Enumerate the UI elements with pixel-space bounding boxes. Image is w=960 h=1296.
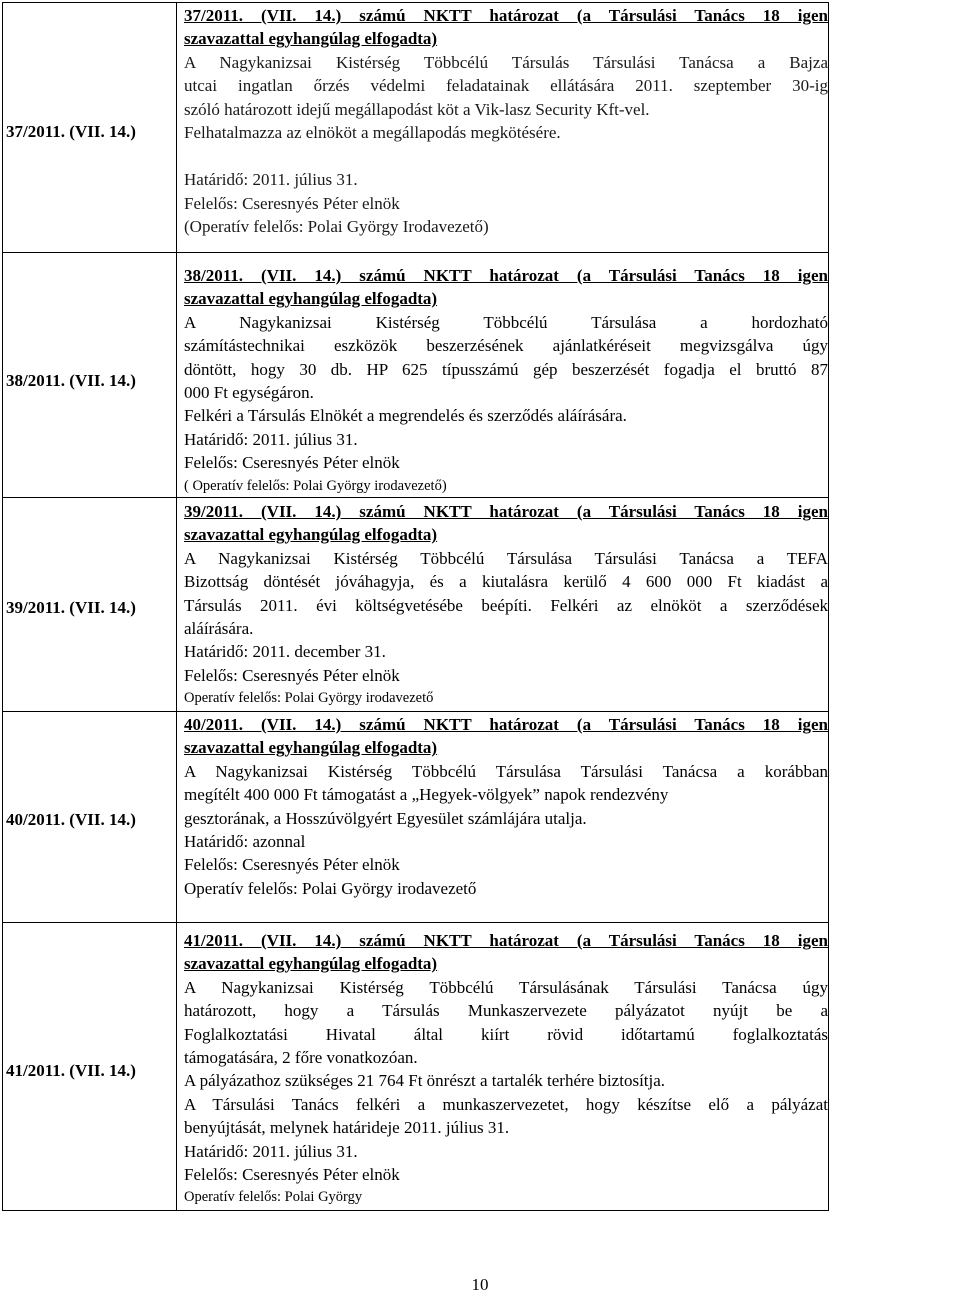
resolution-title: 41/2011. (VII. 14.) számú NKTT határozat (a Társulási Tanács 18 igen xyxy=(184,931,828,950)
resolution-text-line: Társulás 2011. évi költségvetésébe beépíti. Felkéri az elnököt a szerződések xyxy=(184,595,828,615)
deadline: Határidő: 2011. július 31. xyxy=(184,1141,358,1161)
resolution-text-line: döntött, hogy 30 db. HP 625 típusszámú gép beszerzését fogadja el bruttó 87 xyxy=(184,359,828,379)
resolution-title-cont: szavazattal egyhangúlag elfogadta) xyxy=(184,29,438,49)
operative-responsible: Operatív felelős: Polai György irodavezető xyxy=(184,878,477,898)
resolution-text-line: Felhatalmazza az elnököt a megállapodás megkötésére. xyxy=(184,123,561,143)
resolution-cell xyxy=(184,264,828,497)
resolution-text-line: benyújtását, melynek határideje 2011. július 31. xyxy=(184,1118,510,1138)
resolution-title: 37/2011. (VII. 14.) számú NKTT határozat (a Társulási Tanács 18 igen xyxy=(184,6,828,25)
resolution-title-cont: szavazattal egyhangúlag elfogadta) xyxy=(184,738,438,758)
deadline: Határidő: azonnal xyxy=(184,832,306,852)
resolution-number-label: 38/2011. (VII. 14.) xyxy=(6,371,136,390)
resolution-title: 38/2011. (VII. 14.) számú NKTT határozat (a Társulási Tanács 18 igen xyxy=(184,266,828,285)
deadline: Határidő: 2011. december 31. xyxy=(184,642,386,662)
resolution-title-cont: szavazattal egyhangúlag elfogadta) xyxy=(184,954,438,974)
resolution-text-line: Bizottság döntését jóváhagyja, és a kiutalásra kerülő 4 600 000 Ft kiadást a xyxy=(184,572,828,592)
operative-responsible: (Operatív felelős: Polai György Irodavezető) xyxy=(184,217,489,237)
column-divider xyxy=(176,2,177,1211)
resolution-text-line: 000 Ft egységáron. xyxy=(184,383,314,403)
resolution-text-line: megítélt 400 000 Ft támogatást a „Hegyek-völgyek” napok rendezvény xyxy=(184,785,669,805)
resolution-text-line: utcai ingatlan őrzés védelmi feladatainak ellátására 2011. szeptember 30-ig xyxy=(184,76,828,96)
resolution-text-line: határozott, hogy a Társulás Munkaszervezete pályázatot nyújt be a xyxy=(184,1001,828,1021)
resolution-text-line: gesztorának, a Hosszúvölgyért Egyesület számlájára utalja. xyxy=(184,808,587,828)
resolution-text-line: A Nagykanizsai Kistérség Többcélú Társulás Társulási Tanácsa a Bajza xyxy=(184,52,828,72)
resolution-cell xyxy=(184,500,828,709)
resolution-text-line: támogatására, 2 főre vonatkozóan. xyxy=(184,1048,418,1068)
resolution-number-label: 37/2011. (VII. 14.) xyxy=(6,122,136,141)
resolution-text-line: Foglalkoztatási Hivatal által kiírt rövid időtartamú foglalkoztatás xyxy=(184,1024,828,1044)
resolution-title: 40/2011. (VII. 14.) számú NKTT határozat (a Társulási Tanács 18 igen xyxy=(184,715,828,734)
table-border-right xyxy=(828,2,829,1211)
resolution-text-line: A Társulási Tanács felkéri a munkaszervezetet, hogy készítse elő a pályázat xyxy=(184,1094,828,1114)
resolution-cell xyxy=(184,713,828,900)
row-separator xyxy=(2,922,829,923)
table-border-top xyxy=(2,2,829,3)
deadline: Határidő: 2011. július 31. xyxy=(184,429,358,449)
resolution-text-line: Felkéri a Társulás Elnökét a megrendelés és szerződés aláírására. xyxy=(184,406,627,426)
resolution-text-line: számítástechnikai eszközök beszerzésének ajánlatkéréseit megvizsgálva úgy xyxy=(184,336,828,356)
row-separator xyxy=(2,497,829,498)
page-number: 10 xyxy=(471,1275,489,1294)
responsible: Felelős: Cseresnyés Péter elnök xyxy=(184,665,400,685)
resolution-cell xyxy=(184,929,828,1208)
row-separator xyxy=(2,252,829,253)
operative-responsible: Operatív felelős: Polai György irodavezető xyxy=(184,690,434,707)
resolution-text-line: A Nagykanizsai Kistérség Többcélú Társulásának Társulási Tanácsa úgy xyxy=(184,977,828,997)
responsible: Felelős: Cseresnyés Péter elnök xyxy=(184,1165,400,1185)
resolution-text-line: A Nagykanizsai Kistérség Többcélú Társulása Társulási Tanácsa a korábban xyxy=(184,761,828,781)
resolution-text-line: szóló határozott idejű megállapodást köt a Vik-lasz Security Kft-vel. xyxy=(184,99,650,119)
responsible: Felelős: Cseresnyés Péter elnök xyxy=(184,193,400,213)
resolution-number-label: 39/2011. (VII. 14.) xyxy=(6,598,136,617)
operative-responsible: Operatív felelős: Polai György xyxy=(184,1189,363,1206)
responsible: Felelős: Cseresnyés Péter elnök xyxy=(184,855,400,875)
table-border-left xyxy=(2,2,3,1211)
table-border-bottom xyxy=(2,1210,829,1211)
resolution-text-line: aláírására. xyxy=(184,619,254,639)
operative-responsible: ( Operatív felelős: Polai György irodavezető) xyxy=(184,477,447,494)
resolution-text-line: A pályázathoz szükséges 21 764 Ft önrészt a tartalék terhére biztosítja. xyxy=(184,1071,666,1091)
resolution-cell xyxy=(184,4,828,239)
resolution-title-cont: szavazattal egyhangúlag elfogadta) xyxy=(184,525,438,545)
resolution-title-cont: szavazattal egyhangúlag elfogadta) xyxy=(184,289,438,309)
deadline: Határidő: 2011. július 31. xyxy=(184,170,358,190)
responsible: Felelős: Cseresnyés Péter elnök xyxy=(184,453,400,473)
resolution-number-label: 40/2011. (VII. 14.) xyxy=(6,810,136,829)
resolution-title: 39/2011. (VII. 14.) számú NKTT határozat (a Társulási Tanács 18 igen xyxy=(184,502,828,521)
resolution-number-label: 41/2011. (VII. 14.) xyxy=(6,1061,136,1080)
row-separator xyxy=(2,711,829,712)
resolution-text-line: A Nagykanizsai Kistérség Többcélú Társulása a hordozható xyxy=(184,312,828,332)
resolution-text-line: A Nagykanizsai Kistérség Többcélú Társulása Társulási Tanácsa a TEFA xyxy=(184,548,828,568)
